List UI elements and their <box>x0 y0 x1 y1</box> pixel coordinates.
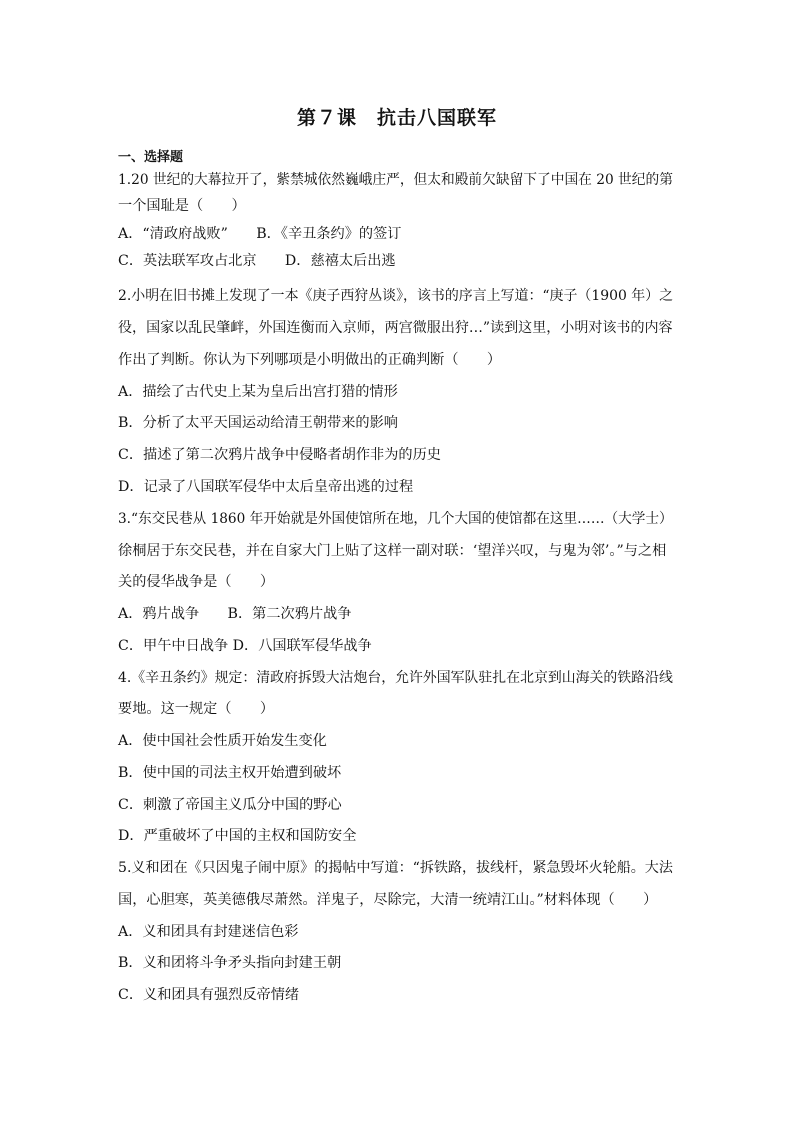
question-4-option-d: D．严重破坏了中国的主权和国防安全 <box>118 828 357 844</box>
question-2-line-2: 役，国家以乱民肇衅，外国连衡而入京师，两宫微服出狩…”读到这里，小明对该书的内容 <box>118 320 673 336</box>
question-1-options-cd: C．英法联军攻占北京 D．慈禧太后出逃 <box>118 253 396 269</box>
question-2-option-b: B．分析了太平天国运动给清王朝带来的影响 <box>118 415 398 431</box>
question-5-option-c: C．义和团具有强烈反帝情绪 <box>118 987 300 1003</box>
question-4-line-1: 4.《辛丑条约》规定：清政府拆毁大沽炮台，允许外国军队驻扎在北京到山海关的铁路沿线 <box>118 670 673 686</box>
question-4-line-2: 要地。这一规定（ ） <box>118 701 275 717</box>
question-4-option-a: A．使中国社会性质开始发生变化 <box>118 733 327 749</box>
question-5-option-b: B．义和团将斗争矛头指向封建王朝 <box>118 955 342 971</box>
question-1-line-1: 1.20 世纪的大幕拉开了，紫禁城依然巍峨庄严，但太和殿前欠缺留下了中国在 20 世纪的第 <box>118 172 673 188</box>
question-1-options-ab: A．“清政府战败” B．《辛丑条约》的签订 <box>118 226 402 242</box>
question-2-line-3: 作出了判断。你认为下列哪项是小明做出的正确判断（ ） <box>118 352 502 368</box>
question-3-line-2: 徐桐居于东交民巷，并在自家大门上贴了这样一副对联：‘望洋兴叹，与鬼为邻’。”与之相 <box>118 543 667 559</box>
question-2-line-1: 2.小明在旧书摊上发现了一本《庚子西狩丛谈》，该书的序言上写道：“庚子（1900 年）之 <box>118 288 674 304</box>
question-1-line-2: 一个国耻是（ ） <box>118 198 246 214</box>
question-2-option-c: C．描述了第二次鸦片战争中侵略者胡作非为的历史 <box>118 447 441 463</box>
question-4-option-b: B．使中国的司法主权开始遭到破坏 <box>118 765 342 781</box>
question-2-option-a: A．描绘了古代史上某为皇后出宫打猎的情形 <box>118 384 398 400</box>
section-heading: 一、选择题 <box>118 150 184 165</box>
question-5-line-1: 5.义和团在《只因鬼子闹中原》的揭帖中写道：“拆铁路，拔线杆，紧急毁坏火轮船。大法 <box>118 860 673 876</box>
question-3-options-ab: A．鸦片战争 B．第二次鸦片战争 <box>118 606 352 622</box>
question-5-line-2: 国，心胆寒，英美德俄尽萧然。洋鬼子，尽除完，大清一统靖江山。”材料体现（ ） <box>118 892 658 908</box>
question-3-line-3: 关的侵华战争是（ ） <box>118 574 275 590</box>
question-2-option-d: D．记录了八国联军侵华中太后皇帝出逃的过程 <box>118 479 414 495</box>
question-5-option-a: A．义和团具有封建迷信色彩 <box>118 924 299 940</box>
page-title: 第７课 抗击八国联军 <box>296 107 497 129</box>
question-3-line-1: 3.“东交民巷从 1860 年开始就是外国使馆所在地，几个大国的使馆都在这里……（大学士） <box>118 511 673 527</box>
question-4-option-c: C．刺激了帝国主义瓜分中国的野心 <box>118 797 342 813</box>
question-3-options-cd: C．甲午中日战争 D．八国联军侵华战争 <box>118 638 372 654</box>
